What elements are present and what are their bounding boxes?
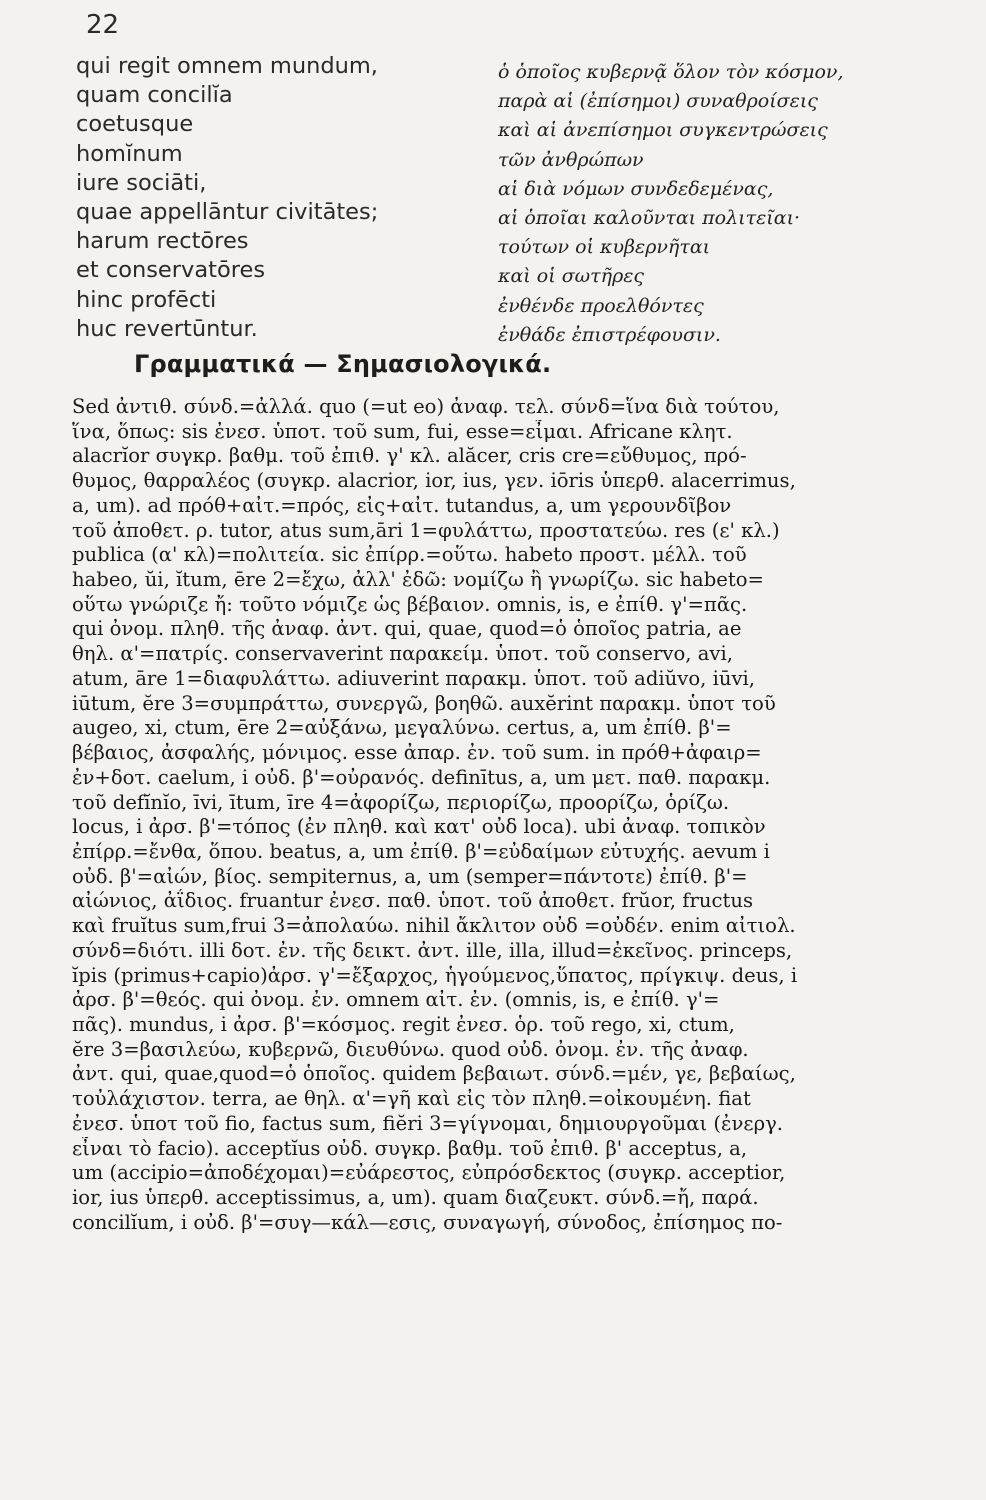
commentary-line: publica (α' κλ)=πολιτεία. sic ἐπίρρ.=οὕτω. habeto προστ. μέλλ. τοῦ bbox=[72, 543, 747, 567]
greek-translation-line: ὁ ὁποῖος κυβερνᾷ ὅλον τὸν κόσμον, bbox=[498, 61, 844, 83]
latin-verse-line: huc revertūntur. bbox=[76, 315, 258, 342]
commentary-line: qui ὀνομ. πληθ. τῆς ἀναφ. ἀντ. qui, quae, quod=ὁ ὁποῖος patria, ae bbox=[72, 617, 742, 641]
greek-translation-line: ἐνθένδε προελθόντες bbox=[498, 294, 704, 317]
latin-verse-line: coetusque bbox=[76, 111, 194, 138]
commentary-line: εἶναι τὸ facio). acceptĭus οὐδ. συγκρ. βαθμ. τοῦ ἐπιθ. β' acceptus, a, bbox=[72, 1136, 748, 1160]
latin-verse-line: quam concilĭa bbox=[76, 82, 233, 109]
greek-translation-column bbox=[498, 58, 968, 350]
commentary-line: um (accipio=ἀποδέχομαι)=εὐάρεστος, εὐπρόσδεκτος (συγκρ. acceptior, bbox=[72, 1161, 786, 1185]
greek-translation-line: αἱ ὁποῖαι καλοῦνται πολιτεῖαι· bbox=[498, 207, 801, 230]
commentary-line: concilĭum, i οὐδ. β'=συγ—κάλ—εσις, συναγωγή, σύνοδος, ἐπίσημος πο- bbox=[72, 1210, 783, 1234]
commentary-line: οὐδ. β'=αἰών, βίος. sempiternus, a, um (semper=πάντοτε) ἐπίθ. β'= bbox=[72, 864, 748, 888]
latin-verse-line: harum rectōres bbox=[76, 228, 249, 255]
commentary-line: αἰώνιος, ἀΐδιος. fruantur ἐνεσ. παθ. ὑποτ. τοῦ ἀποθετ. frŭor, fructus bbox=[72, 889, 753, 913]
latin-verse-line: iure sociāti, bbox=[76, 169, 207, 196]
commentary-line: θυμος, θαρραλέος (συγκρ. alacrior, ior, ius, γεν. iōris ὑπερθ. alacerrimus, bbox=[72, 469, 796, 493]
commentary-line: ἀρσ. β'=θεός. qui ὀνομ. ἐν. omnem αἰτ. ἐν. (omnis, is, e ἐπίθ. γ'= bbox=[72, 988, 720, 1012]
commentary-line: ĕre 3=βασιλεύω, κυβερνῶ, διευθύνω. quod οὐδ. ὀνομ. ἐν. τῆς ἀναφ. bbox=[72, 1037, 749, 1061]
greek-translation-line: παρὰ αἱ (ἐπίσημοι) συναθροίσεις bbox=[498, 90, 818, 113]
commentary-line: θηλ. α'=πατρίς. conservaverint παρακείμ. ὑποτ. τοῦ conservo, avi, bbox=[72, 642, 733, 666]
latin-verse-line: hinc profēcti bbox=[76, 286, 217, 313]
commentary-line: ior, ius ὑπερθ. acceptissimus, a, um). quam διαζευκτ. σύνδ.=ἤ, παρά. bbox=[72, 1186, 759, 1209]
commentary-line: Sed ἀντιθ. σύνδ.=ἀλλά. quo (=ut eo) ἀναφ. τελ. σύνδ=ἵνα διὰ τούτου, bbox=[72, 395, 780, 418]
commentary-line: τοὐλάχιστον. terra, ae θηλ. α'=γῆ καὶ εἰς τὸν πληθ.=οἰκουμένη. fiat bbox=[72, 1087, 751, 1111]
commentary-line: οὕτω γνώριζε ἤ: τοῦτο νόμιζε ὡς βέβαιον. omnis, is, e ἐπίθ. γ'=πᾶς. bbox=[72, 592, 748, 616]
page-number: 22 bbox=[86, 10, 120, 40]
commentary-line: a, um). ad πρόθ+αἰτ.=πρός, εἰς+αἰτ. tutandus, a, um γερουνδῖβον bbox=[72, 493, 732, 517]
commentary-line: augeo, xi, ctum, ēre 2=αὐξάνω, μεγαλύνω. certus, a, um ἐπίθ. β'= bbox=[72, 716, 732, 740]
greek-translation-line: καὶ αἱ ἀνεπίσημοι συγκεντρώσεις bbox=[498, 119, 828, 142]
commentary-line: ἐνεσ. ὑποτ τοῦ fio, factus sum, fiĕri 3=γίγνομαι, δημιουργοῦμαι (ἐνεργ. bbox=[72, 1111, 784, 1135]
commentary-line: atum, āre 1=διαφυλάττω. adiuverint παρακμ. ὑποτ. τοῦ adiŭvo, iūvi, bbox=[72, 666, 756, 690]
commentary-line: locus, i ἀρσ. β'=τόπος (ἐν πληθ. καὶ κατ' οὐδ loca). ubi ἀναφ. τοπικὸν bbox=[72, 815, 766, 839]
grammar-commentary bbox=[72, 395, 966, 1235]
commentary-line: ἐν+δοτ. caelum, i οὐδ. β'=οὐρανός. definītus, a, um μετ. παθ. παρακμ. bbox=[72, 765, 771, 789]
commentary-line: ĭpis (primus+capio)ἀρσ. γ'=ἔξαρχος, ἡγούμενος,ὕπατος, πρίγκιψ. deus, i bbox=[72, 963, 798, 987]
commentary-line: σύνδ=διότι. illi δοτ. ἐν. τῆς δεικτ. ἀντ. ille, illa, illud=ἐκεῖνος. princeps, bbox=[72, 938, 793, 962]
latin-verse-line: qui regit omnem mundum, bbox=[76, 53, 378, 79]
commentary-line: τοῦ defĭnĭo, īvi, ītum, īre 4=ἀφορίζω, περιορίζω, προορίζω, ὁρίζω. bbox=[72, 790, 730, 814]
commentary-line: alacrĭor συγκρ. βαθμ. τοῦ ἐπιθ. γ' κλ. alăcer, cris cre=εὔθυμος, πρό- bbox=[72, 444, 747, 468]
commentary-line: ἐπίρρ.=ἔνθα, ὅπου. beatus, a, um ἐπίθ. β'=εὐδαίμων εὐτυχής. aevum i bbox=[72, 839, 770, 863]
greek-translation-line: ἐνθάδε ἐπιστρέφουσιν. bbox=[498, 323, 721, 346]
latin-verse-line: et conservatōres bbox=[76, 257, 266, 284]
latin-verse-line: quae appellāntur civitātes; bbox=[76, 199, 379, 226]
greek-translation-line: καὶ οἱ σωτῆρες bbox=[498, 265, 645, 288]
section-heading: Γραμματικά — Σημασιολογικά. bbox=[134, 350, 552, 378]
commentary-line: τοῦ ἀποθετ. ρ. tutor, atus sum,āri 1=φυλάττω, προστατεύω. res (ε' κλ.) bbox=[72, 518, 780, 542]
commentary-line: ἵνα, ὅπως: sis ἐνεσ. ὑποτ. τοῦ sum, fui, esse=εἶμαι. Africane κλητ. bbox=[72, 419, 733, 443]
greek-translation-line: αἱ διὰ νόμων συνδεδεμένας, bbox=[498, 177, 774, 200]
commentary-line: habeo, ŭi, ĭtum, ēre 2=ἔχω, ἀλλ' ἐδῶ: νομίζω ἢ γνωρίζω. sic habeto= bbox=[72, 568, 764, 592]
commentary-line: ἀντ. qui, quae,quod=ὁ ὁποῖος. quidem βεβαιωτ. σύνδ.=μέν, γε, βεβαίως, bbox=[72, 1062, 796, 1086]
greek-translation-line: τούτων οἱ κυβερνῆται bbox=[498, 236, 711, 259]
commentary-line: iūtum, ĕre 3=συμπράττω, συνεργῶ, βοηθῶ. auxĕrint παρακμ. ὑποτ τοῦ bbox=[72, 691, 776, 715]
commentary-line: βέβαιος, ἀσφαλής, μόνιμος. esse ἀπαρ. ἐν. τοῦ sum. in πρόθ+ἀφαιρ= bbox=[72, 741, 762, 765]
commentary-line: καὶ fruĭtus sum,frui 3=ἀπολαύω. nihil ἄκλιτον οὐδ =οὐδέν. enim αἰτιολ. bbox=[72, 914, 796, 938]
greek-translation-line: τῶν ἀνθρώπων bbox=[498, 148, 644, 171]
commentary-line: πᾶς). mundus, i ἀρσ. β'=κόσμος. regit ἐνεσ. ὁρ. τοῦ rego, xi, ctum, bbox=[72, 1012, 735, 1036]
latin-verse-column bbox=[76, 52, 476, 344]
latin-verse-line: homĭnum bbox=[76, 140, 183, 167]
